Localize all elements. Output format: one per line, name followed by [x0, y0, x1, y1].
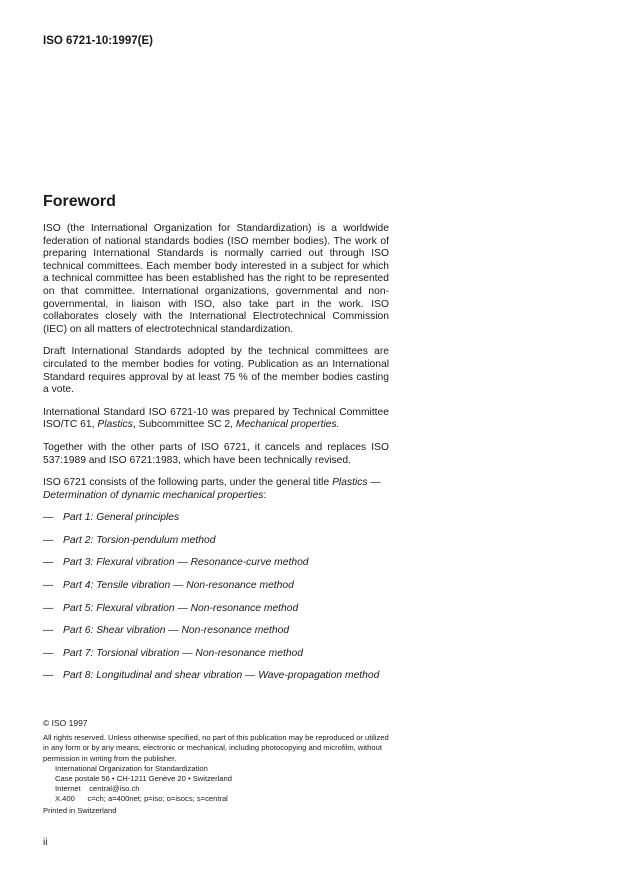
part-title: Part 5: Flexural vibration — Non-resonance method — [63, 602, 299, 614]
organization-name: International Organization for Standardization — [55, 763, 208, 773]
paragraph-iso-intro: ISO (the International Organization for Standardization) is a worldwide federation of national standards bodies (ISO member bodies). The work of preparing International Standards is normally carried out through ISO technical committees. Each member body interested in a subject for which a technical committee has been established has the right to be represented on that committee. International organizations, governmental and non-governmental, in liaison with ISO, also take part in the work. ISO collaborates closely with the International Electrotechnical Commission (IEC) on all matters of electrotechnical standardization. — [43, 223, 389, 335]
list-dash: — — [43, 670, 54, 682]
copyright-line: © ISO 1997 — [43, 718, 88, 728]
x400-address: X.400 c=ch; a=400net; p=iso; o=isocs; s=central — [55, 794, 228, 804]
part-title: Part 4: Tensile vibration — Non-resonance method — [63, 580, 294, 592]
paragraph-cancels-replaces: Together with the other parts of ISO 6721, it cancels and replaces ISO 537:1989 and ISO 6721:1983, which have been technically revised. — [43, 441, 389, 466]
paragraph-parts-intro — [43, 477, 389, 502]
list-item — [43, 670, 389, 693]
list-dash: — — [43, 512, 54, 524]
list-dash: — — [43, 580, 54, 592]
list-item — [43, 625, 389, 648]
page-number: ii — [43, 837, 48, 848]
part-title: Part 3: Flexural vibration — Resonance-curve method — [63, 557, 309, 569]
rights-statement: All rights reserved. Unless otherwise specified, no part of this publication may be reproduced or utilized in any form or by any means, electronic or mechanical, including photocopying and microfilm, without permission in writing from the publisher. — [43, 733, 389, 763]
internet-address: Internet central@iso.ch — [55, 784, 140, 794]
parts-list — [43, 512, 389, 693]
page-title: Foreword — [43, 193, 116, 210]
part-title: Part 7: Torsional vibration — Non-resonance method — [63, 647, 304, 659]
document-id-header: ISO 6721-10:1997(E) — [43, 35, 153, 47]
list-item — [43, 603, 389, 626]
list-dash: — — [43, 534, 54, 546]
parts-intro-colon: : — [263, 489, 267, 501]
plastics-italic: Plastics — [97, 419, 133, 431]
paragraph-draft-standards: Draft International Standards adopted by the technical committees are circulated to the member bodies for voting. Publication as an International Standard requires approval by at least 75 % of the member bodies casting a vote. — [43, 346, 389, 396]
list-dash: — — [43, 625, 54, 637]
list-item — [43, 512, 389, 535]
prepared-by-text: International Standard ISO 6721-10 was prepared by Technical Committee ISO/TC 61, — [43, 406, 389, 431]
mechanical-properties-italic: Mechanical properties. — [235, 419, 340, 431]
part-title: Part 6: Shear vibration — Non-resonance method — [63, 625, 290, 637]
part-title: Part 2: Torsion-pendulum method — [63, 534, 216, 546]
parts-intro-text: ISO 6721 consists of the following parts, under the general title — [43, 477, 333, 489]
list-dash: — — [43, 602, 54, 614]
printed-in: Printed in Switzerland — [43, 805, 117, 815]
list-dash: — — [43, 647, 54, 659]
subcommittee-text: , Subcommittee SC 2, — [132, 419, 236, 431]
part-title: Part 1: General principles — [63, 512, 180, 524]
copyright-block — [43, 718, 393, 816]
list-dash: — — [43, 557, 54, 569]
list-item — [43, 535, 389, 558]
list-item — [43, 580, 389, 603]
paragraph-prepared-by — [43, 407, 389, 432]
postal-address: Case postale 56 • CH-1211 Genève 20 • Switzerland — [55, 774, 232, 784]
part-title: Part 8: Longitudinal and shear vibration — Wave-propagation method — [63, 670, 380, 682]
list-item — [43, 557, 389, 580]
list-item — [43, 648, 389, 671]
general-title-italic: Plastics — Determination of dynamic mechanical properties — [43, 477, 381, 501]
foreword-body — [43, 223, 389, 693]
